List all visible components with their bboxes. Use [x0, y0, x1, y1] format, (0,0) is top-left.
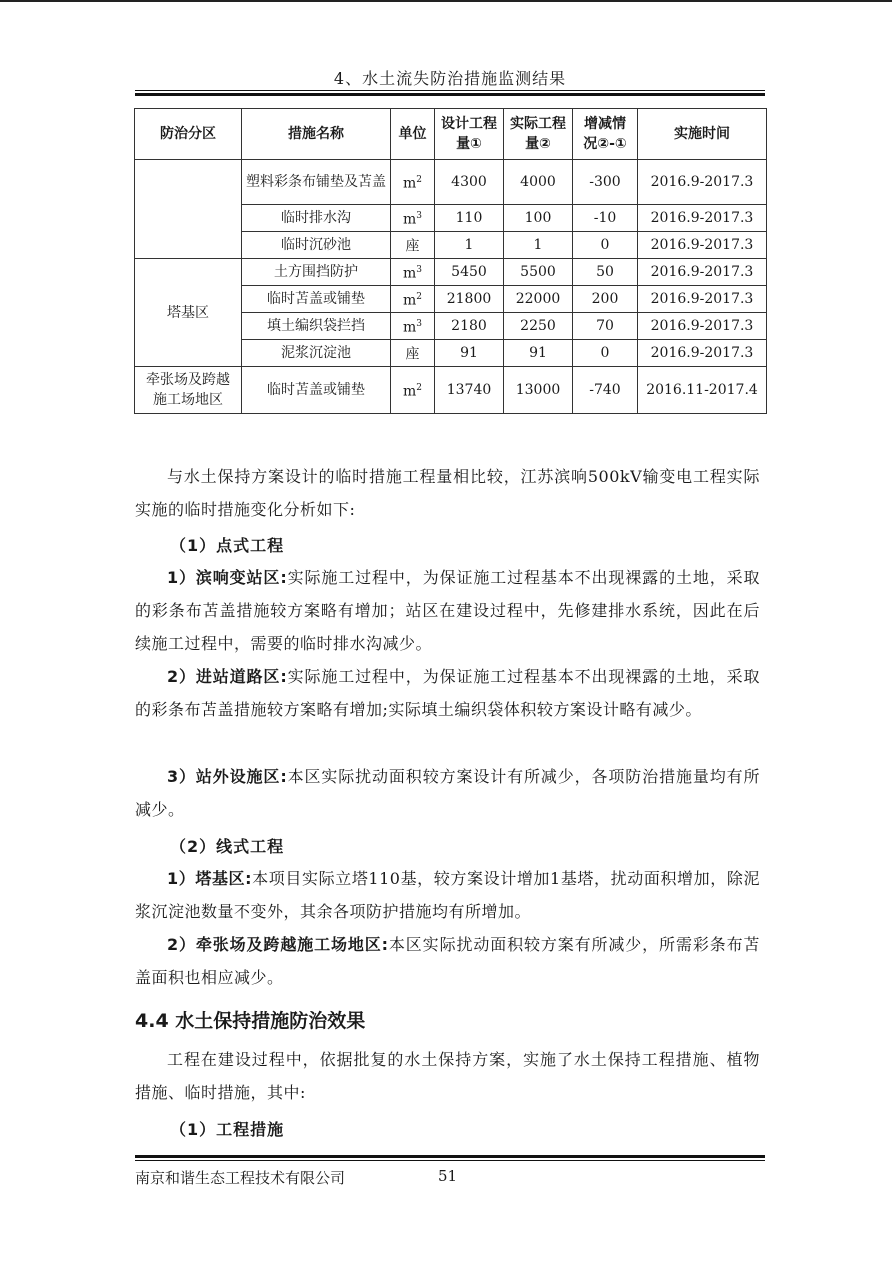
time-cell: 2016.11-2017.4 [638, 367, 767, 414]
table-row [135, 160, 767, 205]
actual-quantity-cell: 100 [504, 205, 573, 232]
actual-quantity-cell: 22000 [504, 286, 573, 313]
time-cell: 2016.9-2017.3 [638, 232, 767, 259]
item-text: 实际施工过程中，为保证施工过程基本不出现裸露的土地，采取的彩条布苫盖措施较方案略有增加；站区在建设过程中，先修建排水系统，因此在后续施工过程中，需要的临时排水沟减少。 [135, 568, 760, 653]
zone-cell-tower: 塔基区 [135, 259, 242, 367]
unit-exponent: 3 [416, 319, 422, 330]
header-change-line2: 况②-① [583, 136, 627, 152]
footer-rule-thin [135, 1160, 765, 1161]
actual-quantity-cell: 1 [504, 232, 573, 259]
unit-exponent: 3 [416, 265, 422, 276]
unit-exponent: 2 [416, 383, 422, 394]
footer-company-name: 南京和谐生态工程技术有限公司 [135, 1169, 346, 1187]
change-cell: 70 [573, 313, 638, 340]
design-quantity-cell: 13740 [435, 367, 504, 414]
design-quantity-cell: 21800 [435, 286, 504, 313]
measure-name-cell: 临时苫盖或铺垫 [242, 367, 391, 414]
unit-base: m [402, 319, 417, 336]
time-cell: 2016.9-2017.3 [638, 313, 767, 340]
point-project-heading: （1）点式工程 [170, 536, 285, 555]
unit-exponent: 3 [416, 211, 422, 222]
change-cell: 50 [573, 259, 638, 286]
header-design-line1: 设计工程 [441, 116, 497, 132]
unit-cell [391, 367, 435, 414]
unit-cell [391, 340, 435, 367]
unit-base: 座 [405, 346, 420, 363]
header-rule-thick [135, 93, 765, 96]
table-header-row [135, 109, 767, 160]
design-quantity-cell: 4300 [435, 160, 504, 205]
time-cell: 2016.9-2017.3 [638, 259, 767, 286]
binxiang-substation-paragraph [135, 561, 760, 660]
zone-traction-line2: 施工场地区 [153, 392, 223, 408]
item-text: 本区实际扰动面积较方案设计有所减少，各项防治措施量均有所减少。 [135, 767, 760, 819]
actual-quantity-cell: 91 [504, 340, 573, 367]
header-change [573, 109, 638, 160]
zone-cell-traction [135, 367, 242, 414]
design-quantity-cell: 91 [435, 340, 504, 367]
item-label: 3）站外设施区: [167, 767, 288, 786]
time-cell: 2016.9-2017.3 [638, 286, 767, 313]
unit-base: m [402, 383, 417, 400]
time-cell: 2016.9-2017.3 [638, 160, 767, 205]
change-cell: 0 [573, 232, 638, 259]
change-cell: -10 [573, 205, 638, 232]
access-road-paragraph [135, 660, 760, 726]
item-text: 本区实际扰动面积较方案有所减少，所需彩条布苫盖面积也相应减少。 [135, 935, 760, 987]
zone-cell-blank [135, 160, 242, 259]
unit-cell [391, 286, 435, 313]
change-cell: -300 [573, 160, 638, 205]
traction-site-paragraph [135, 928, 760, 994]
unit-exponent: 2 [416, 292, 422, 303]
zone-traction-line1: 牵张场及跨越 [146, 372, 230, 388]
change-cell: -740 [573, 367, 638, 414]
page-number: 51 [438, 1167, 458, 1185]
line-project-heading: （2）线式工程 [170, 837, 285, 856]
change-cell: 200 [573, 286, 638, 313]
unit-cell [391, 313, 435, 340]
header-implementation-time: 实施时间 [638, 109, 767, 160]
item-label: 1）塔基区: [167, 869, 253, 888]
unit-cell [391, 259, 435, 286]
change-cell: 0 [573, 340, 638, 367]
actual-quantity-cell: 13000 [504, 367, 573, 414]
header-actual-line2: 量② [525, 136, 551, 152]
page-top-border [0, 0, 892, 2]
header-design-line2: 量① [456, 136, 482, 152]
unit-base: 座 [405, 238, 420, 255]
actual-quantity-cell: 2250 [504, 313, 573, 340]
item-label: 1）滨响变站区: [167, 568, 288, 587]
time-cell: 2016.9-2017.3 [638, 340, 767, 367]
item-text: 本项目实际立塔110基，较方案设计增加1基塔，扰动面积增加，除泥浆沉淀池数量不变外，其余各项防护措施均有所增加。 [135, 869, 760, 921]
unit-cell [391, 232, 435, 259]
design-quantity-cell: 5450 [435, 259, 504, 286]
design-quantity-cell: 110 [435, 205, 504, 232]
item-label: 2）进站道路区: [167, 667, 288, 686]
measure-name-cell: 临时苫盖或铺垫 [242, 286, 391, 313]
unit-cell [391, 205, 435, 232]
header-unit: 单位 [391, 109, 435, 160]
tower-area-paragraph [135, 862, 760, 928]
table-row [135, 367, 767, 414]
measure-name-cell: 塑料彩条布铺垫及苫盖 [242, 160, 391, 205]
table-row [135, 259, 767, 286]
measure-name-cell: 泥浆沉淀池 [242, 340, 391, 367]
measure-name-cell: 填土编织袋拦挡 [242, 313, 391, 340]
time-cell: 2016.9-2017.3 [638, 205, 767, 232]
section-paragraph: 工程在建设过程中，依据批复的水土保持方案，实施了水土保持工程措施、植物措施、临时措施，其中: [135, 1050, 760, 1102]
section-title: 4.4 水土保持措施防治效果 [135, 1010, 366, 1032]
unit-exponent: 2 [416, 175, 422, 186]
unit-base: m [402, 175, 417, 192]
unit-base: m [402, 292, 417, 309]
item-label: 2）牵张场及跨越施工场地区: [167, 935, 389, 954]
measures-table [134, 108, 767, 414]
header-change-line1: 增减情 [584, 116, 626, 132]
footer-rule-thick [135, 1155, 765, 1158]
design-quantity-cell: 2180 [435, 313, 504, 340]
page-header-title: 4、水土流失防治措施监测结果 [333, 69, 567, 88]
actual-quantity-cell: 4000 [504, 160, 573, 205]
measure-name-cell: 土方围挡防护 [242, 259, 391, 286]
header-design-quantity [435, 109, 504, 160]
header-actual-line1: 实际工程 [510, 116, 566, 132]
engineering-measures-heading: （1）工程措施 [170, 1120, 285, 1139]
header-measure-name: 措施名称 [242, 109, 391, 160]
header-actual-quantity [504, 109, 573, 160]
unit-base: m [402, 265, 417, 282]
intro-paragraph: 与水土保持方案设计的临时措施工程量相比较，江苏滨响500kV输变电工程实际实施的临时措施变化分析如下: [135, 467, 760, 519]
item-text: 实际施工过程中，为保证施工过程基本不出现裸露的土地，采取的彩条布苫盖措施较方案略有增加;实际填土编织袋体积较方案设计略有减少。 [135, 667, 760, 719]
unit-base: m [402, 211, 417, 228]
measure-name-cell: 临时沉砂池 [242, 232, 391, 259]
actual-quantity-cell: 5500 [504, 259, 573, 286]
header-rule-thin [135, 90, 765, 91]
offsite-facilities-paragraph [135, 760, 760, 826]
design-quantity-cell: 1 [435, 232, 504, 259]
unit-cell [391, 160, 435, 205]
measure-name-cell: 临时排水沟 [242, 205, 391, 232]
header-zone: 防治分区 [135, 109, 242, 160]
